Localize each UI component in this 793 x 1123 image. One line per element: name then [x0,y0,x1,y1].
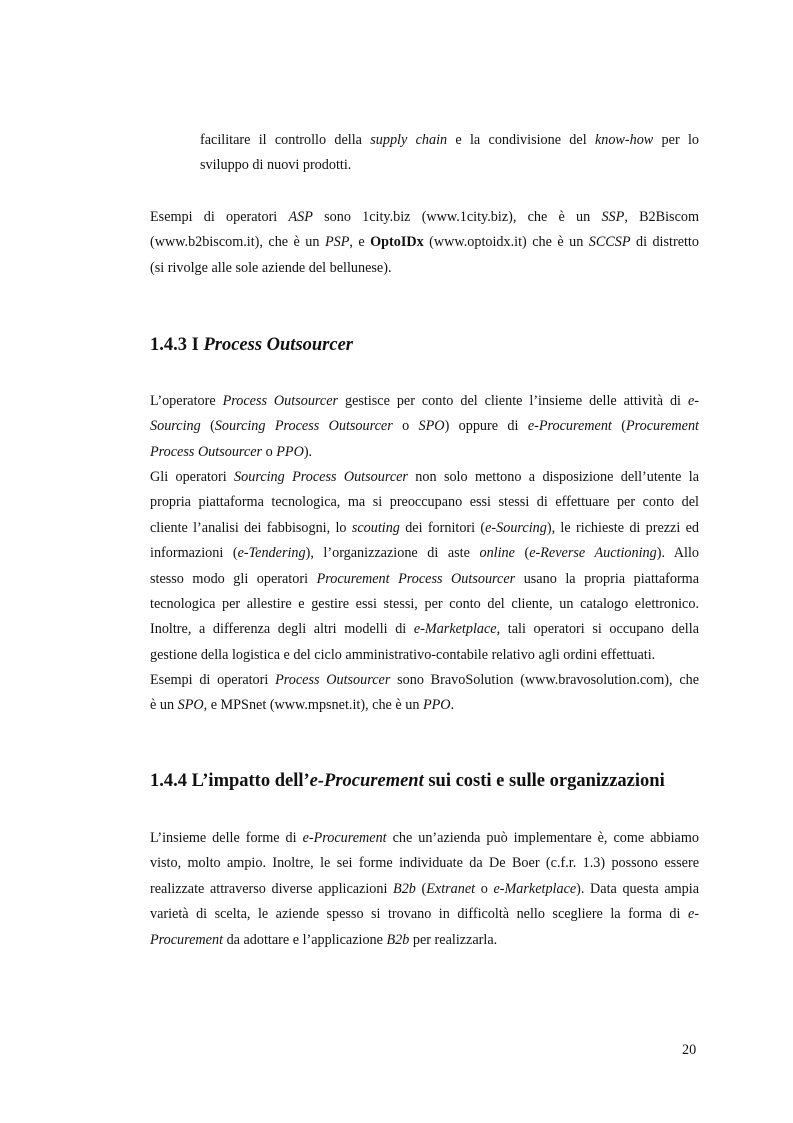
text-line: stesso modo gli operatori Procurement Process Outsourcer usano la propria piattaforma [150,570,700,587]
text-line: facilitare il controllo della supply chain e la condivisione del know-how per lo [200,132,699,148]
process-outsourcer-paragraph-2 [150,465,699,668]
section-heading-1-4-4: 1.4.4 L’impatto dell’e-Procurement sui costi e sulle organizzazioni [150,771,665,791]
text-line: Esempi di operatori Process Outsourcer sono BravoSolution (www.bravosolution.com), che [150,672,700,688]
text-line: Gli operatori Sourcing Process Outsourcer non solo mettono a disposizione dell’utente la [150,469,699,485]
text-line: Inoltre, a differenza degli altri modelli di e-Marketplace, tali operatori si occupano della [150,621,699,638]
text-line: cliente l’analisi dei fabbisogni, lo scouting dei fornitori (e-Sourcing), le richieste di prezzi ed [150,519,699,536]
text-line: sviluppo di nuovi prodotti. [200,157,352,174]
text-line: Esempi di operatori ASP sono 1city.biz (www.1city.biz), che è un SSP, B2Biscom [150,209,699,225]
section-heading-1-4-3: 1.4.3 I Process Outsourcer [150,335,353,355]
text-line: L’insieme delle forme di e-Procurement che un’azienda può implementare è, come abbiamo [150,830,699,846]
text-line: Process Outsourcer o PPO). [150,443,313,460]
text-line: realizzate attraverso diverse applicazioni B2b (Extranet o e-Marketplace). Data questa ampia [150,880,699,897]
text-line: Procurement da adottare e l’applicazione B2b per realizzarla. [150,931,498,948]
text-line: informazioni (e-Tendering), l’organizzazione di aste online (e-Reverse Auctioning). Allo [150,545,699,562]
text-line: è un SPO, e MPSnet (www.mpsnet.it), che è un PPO. [150,697,455,714]
process-outsourcer-paragraph-1 [150,389,699,465]
text-line: varietà di scelta, le aziende spesso si trovano in difficoltà nello scegliere la forma di e- [150,906,699,923]
text-line: propria piattaforma tecnologica, ma si preoccupano essi stessi di effettuare per conto del [150,494,699,511]
text-line: visto, molto ampio. Inoltre, le sei forme individuate da De Boer (c.f.r. 1.3) possono essere [150,855,699,872]
text-line: gestione della logistica e del ciclo amministrativo-contabile relativo agli ordini effettuati. [150,646,656,663]
text-line: Sourcing (Sourcing Process Outsourcer o SPO) oppure di e-Procurement (Procurement [150,418,699,435]
page-number: 20 [682,1042,697,1058]
process-outsourcer-paragraph-3 [150,668,699,719]
asp-examples-paragraph [150,205,699,281]
impact-paragraph [150,826,699,953]
text-line: (www.b2biscom.it), che è un PSP, e OptoIDx (www.optoidx.it) che è un SCCSP di distretto [150,234,699,251]
text-line: (si rivolge alle sole aziende del bellunese). [150,259,392,276]
text-line: L’operatore Process Outsourcer gestisce per conto del cliente l’insieme delle attività di e- [150,393,699,409]
intro-paragraph [200,128,699,179]
text-line: tecnologica per allestire e gestire essi stessi, per conto del cliente, un catalogo elettronico. [150,596,699,613]
